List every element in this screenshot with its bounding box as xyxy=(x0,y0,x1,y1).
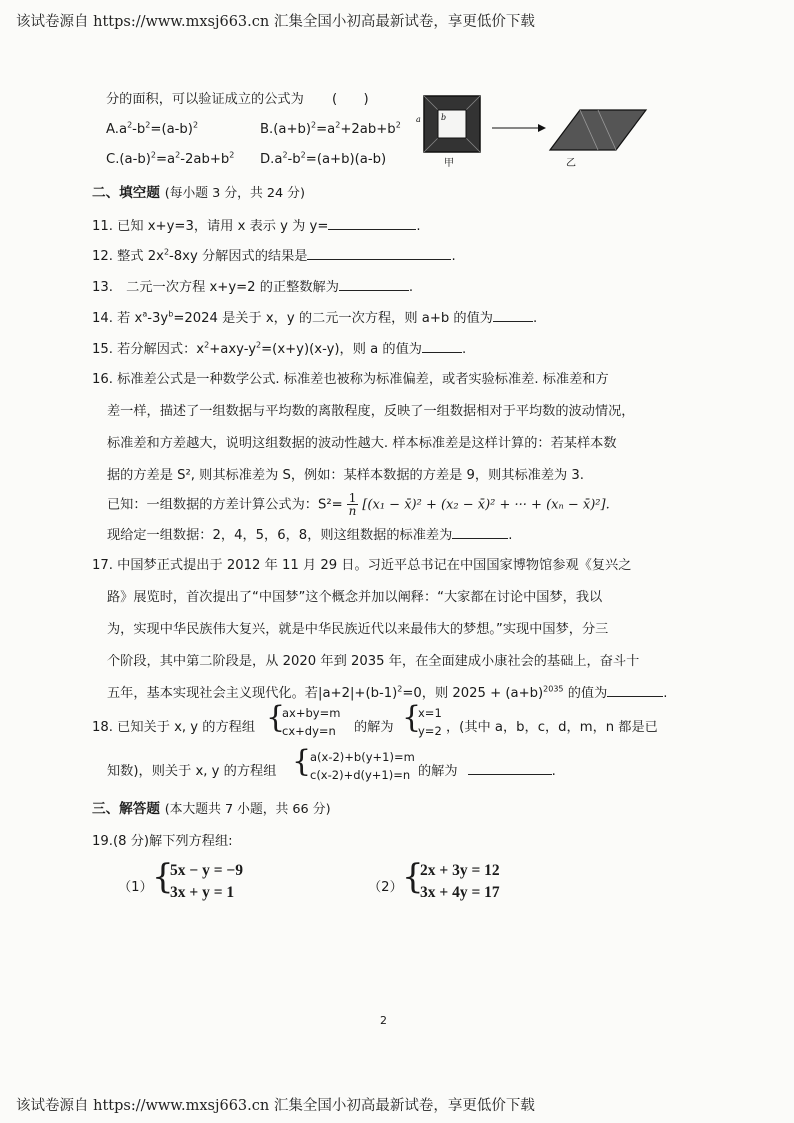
brace-system-1: { xyxy=(266,700,286,735)
q19-part2-label: （2） xyxy=(368,880,403,895)
question-13: 13. 二元一次方程 x+y=2 的正整数解为 . xyxy=(92,276,413,295)
figure-label-b: b xyxy=(441,113,447,122)
answer-blank-13[interactable] xyxy=(339,276,409,291)
answer-blank-14[interactable] xyxy=(493,307,533,322)
question-14: 14. 若 $x^a-3y^b=2024$ 是关于 x，y 的二元一次方程，则 a+b 的值为 . xyxy=(92,307,537,326)
section-3-heading: 三、解答题 (本大题共 7 小题，共 66 分) xyxy=(92,801,331,817)
question-17-last: 五年，基本实现社会主义现代化。若$|a+2|+(b-1)^2=0$，则 $2025 + (a+b)^{2035}$ 的值为 . xyxy=(107,682,667,701)
brace-system-2: { xyxy=(292,744,312,779)
q10-option-a: $A.a^2-b^2=(a-b)^2$ xyxy=(106,120,199,137)
question-17-line-1: 17. 中国梦正式提出于 2012 年 11 月 29 日。习近平总书记在中国国家博物馆参观《复兴之 xyxy=(92,558,632,573)
question-18-line2-post: 的解为 . xyxy=(418,760,556,779)
answer-blank-15[interactable] xyxy=(422,338,462,353)
question-11: 11. 已知 x+y=3，请用 x 表示 y 为 y= . xyxy=(92,215,421,234)
q10-option-c: $C.(a-b)^2=a^2-2ab+b^2$ xyxy=(106,150,235,167)
question-16-line-4: 据的方差是 S², 则其标准差为 S，例如：某样本数据的方差是 9，则其标准差为 3. xyxy=(107,468,584,483)
figure-label-a: a xyxy=(416,115,421,124)
source-banner-top: 该试卷源自 https://www.mxsj663.cn 汇集全国小初高最新试卷，享更低价下载 xyxy=(16,14,535,30)
question-18-line2-pre: 知数)，则关于 x, y 的方程组 xyxy=(107,764,277,779)
q19-part1-system: 5x − y = −9 3x + y = 1 xyxy=(170,862,243,901)
answer-blank-12[interactable] xyxy=(307,245,451,260)
fraction-1-over-n: $\frac{1}{n}$ xyxy=(348,491,357,518)
figure-parallelogram xyxy=(550,110,646,150)
question-18-post: ，(其中 a，b，c，d，m，n 都是已 xyxy=(446,720,658,735)
answer-blank-17[interactable] xyxy=(607,682,663,697)
answer-blank-11[interactable] xyxy=(328,215,416,230)
question-12: 12. 整式 $2x^2-8xy$ 分解因式的结果是 . xyxy=(92,245,456,264)
q10-figure xyxy=(414,92,654,174)
section-2-heading: 二、填空题 (每小题 3 分，共 24 分) xyxy=(92,185,305,201)
q10-option-d: $D.a^2-b^2=(a+b)(a-b)$ xyxy=(260,150,387,167)
figure-caption-left: 甲 xyxy=(444,158,454,169)
question-17-line-2: 路》展览时，首次提出了“中国梦”这个概念并加以阐释：“大家都在讨论中国梦，我以 xyxy=(107,590,603,605)
source-banner-bottom: 该试卷源自 https://www.mxsj663.cn 汇集全国小初高最新试卷，享更低价下载 xyxy=(16,1098,535,1114)
question-16-line-1: 16. 标准差公式是一种数学公式. 标准差也被称为标准偏差，或者实验标准差. 标准差和方 xyxy=(92,372,609,387)
question-16-line-3: 标准差和方差越大，说明这组数据的波动性越大. 样本标准差是这样计算的：若某样本数 xyxy=(107,436,617,451)
q19-part1-label: （1） xyxy=(118,880,153,895)
brace-solution: { xyxy=(402,700,422,735)
answer-blank-16[interactable] xyxy=(452,524,508,539)
page-number: 2 xyxy=(380,1014,387,1027)
brace-q19-part1: { xyxy=(152,857,174,897)
solution-system: x=1 y=2 xyxy=(418,706,442,738)
q10-stem-text: 分的面积，可以验证成立的公式为 xyxy=(106,92,304,107)
question-16-last: 现给定一组数据：2，4，5，6，8，则这组数据的标准差为 . xyxy=(107,524,512,543)
question-19-title: 19.(8 分)解下列方程组: xyxy=(92,834,233,849)
question-18-pre: 18. 已知关于 x, y 的方程组 xyxy=(92,720,256,735)
q10-stem xyxy=(106,88,369,107)
system-2: a(x-2)+b(y+1)=m c(x-2)+d(y+1)=n xyxy=(310,750,415,782)
question-16-formula: 已知：一组数据的方差计算公式为：S²= $\frac{1}{n}$ [(x₁ − x̄)² + (x₂ − x̄)² + ··· + (xₙ − x̄)²]. xyxy=(107,491,610,518)
q19-part2-system: 2x + 3y = 12 3x + 4y = 17 xyxy=(420,862,500,901)
brace-q19-part2: { xyxy=(402,857,424,897)
question-16-line-2: 差一样，描述了一组数据与平均数的离散程度，反映了一组数据相对于平均数的波动情况， xyxy=(107,404,635,419)
question-17-line-3: 为，实现中华民族伟大复兴，就是中华民族近代以来最伟大的梦想。”实现中国梦，分三 xyxy=(107,622,609,637)
question-18-mid: 的解为 xyxy=(354,720,394,735)
question-17-line-4: 个阶段，其中第二阶段是，从 2020 年到 2035 年，在全面建成小康社会的基础上，奋斗十 xyxy=(107,654,640,669)
answer-blank-18[interactable] xyxy=(468,760,552,775)
q10-option-b: $B.(a+b)^2=a^2+2ab+b^2$ xyxy=(260,120,401,137)
system-1: ax+by=m cx+dy=n xyxy=(282,706,341,738)
figure-caption-right: 乙 xyxy=(566,158,576,169)
question-15: 15. 若分解因式：$x^2+axy-y^2=(x+y)(x-y)$，则 a 的值为 . xyxy=(92,338,466,357)
q10-paren: ( ) xyxy=(332,92,369,107)
